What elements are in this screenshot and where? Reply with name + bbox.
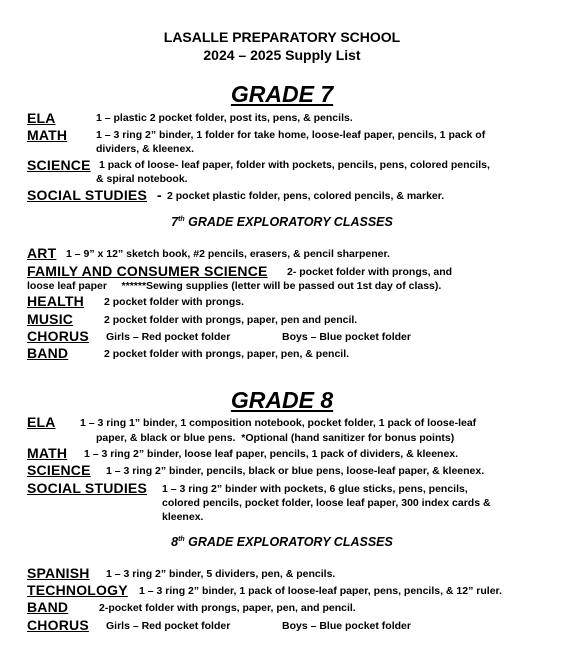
g8-chorus-subject: CHORUS [27, 617, 89, 633]
g7-art-subject: ART [27, 245, 57, 261]
g7-chorus-girls: Girls – Red pocket folder [106, 331, 231, 343]
g7-science-items-line1: 1 pack of loose- leaf paper, folder with pockets, pencils, pens, colored pencils, [99, 159, 490, 171]
g8-band-subject: BAND [27, 599, 69, 615]
g7-social-studies-dash: - [157, 187, 162, 203]
g7-fcs-subject: FAMILY AND CONSUMER SCIENCE [27, 263, 268, 279]
g7-math-items-line1: 1 – 3 ring 2” binder, 1 folder for take home, loose-leaf paper, pencils, 1 pack of [96, 129, 486, 141]
g7-math-items-line2: dividers, & kleenex. [96, 143, 195, 155]
supply-list-year: 2024 – 2025 Supply List [203, 47, 361, 63]
g7-art-items: 1 – 9” x 12” sketch book, #2 pencils, erasers, & pencil sharpener. [66, 248, 390, 260]
g8-technology-items: 1 – 3 ring 2” binder, 1 pack of loose-leaf paper, pens, pencils, & 12” ruler. [139, 585, 502, 597]
g7-music-items: 2 pocket folder with prongs, paper, pen and pencil. [104, 314, 358, 326]
g8-technology-subject: TECHNOLOGY [27, 582, 128, 598]
grade-8-title: GRADE 8 [230, 387, 334, 413]
g8-exploratory-heading: 8th GRADE EXPLORATORY CLASSES [171, 535, 393, 549]
g7-ela-subject: ELA [27, 110, 56, 126]
grade-7-title: GRADE 7 [230, 81, 334, 107]
g7-chorus-boys: Boys – Blue pocket folder [282, 331, 411, 343]
g8-science-subject: SCIENCE [27, 462, 91, 478]
g7-ela-items: 1 – plastic 2 pocket folder, post its, pens, & pencils. [96, 112, 353, 124]
g7-health-subject: HEALTH [27, 293, 84, 309]
g7-fcs-items-line1: 2- pocket folder with prongs, and [287, 266, 453, 278]
g8-chorus-boys: Boys – Blue pocket folder [282, 620, 411, 632]
g8-spanish-subject: SPANISH [27, 565, 90, 581]
g7-fcs-items-line2: loose leaf paper ******Sewing supplies (letter will be passed out 1st day of class). [27, 280, 442, 292]
g7-math-subject: MATH [27, 127, 68, 143]
g8-social-studies-items-line1: 1 – 3 ring 2” binder with pockets, 6 glue sticks, pens, pencils, [162, 483, 468, 495]
g7-social-studies-subject: SOCIAL STUDIES [27, 187, 148, 203]
g8-math-items: 1 – 3 ring 2” binder, loose leaf paper, pencils, 1 pack of dividers, & kleenex. [84, 448, 459, 460]
g8-social-studies-items-line3: kleenex. [162, 511, 204, 523]
g8-math-subject: MATH [27, 445, 68, 461]
g8-social-studies-subject: SOCIAL STUDIES [27, 480, 148, 496]
g8-social-studies-items-line2: colored pencils, pocket folder, loose leaf paper, 300 index cards & [162, 497, 491, 509]
g8-spanish-items: 1 – 3 ring 2” binder, 5 dividers, pen, & pencils. [106, 568, 336, 580]
g7-band-subject: BAND [27, 345, 69, 361]
g8-ela-items-line2: paper, & black or blue pens. *Optional (hand sanitizer for bonus points) [96, 432, 455, 444]
g7-social-studies-items: 2 pocket plastic folder, pens, colored pencils, & marker. [167, 190, 445, 202]
g7-health-items: 2 pocket folder with prongs. [104, 296, 245, 308]
g8-ela-items-line1: 1 – 3 ring 1” binder, 1 composition notebook, pocket folder, 1 pack of loose-leaf [80, 417, 477, 429]
g8-band-items: 2-pocket folder with prongs, paper, pen, and pencil. [99, 602, 356, 614]
g7-chorus-subject: CHORUS [27, 328, 89, 344]
g7-exploratory-heading: 7th GRADE EXPLORATORY CLASSES [171, 215, 393, 229]
g7-science-subject: SCIENCE [27, 157, 91, 173]
g8-chorus-girls: Girls – Red pocket folder [106, 620, 231, 632]
g8-ela-subject: ELA [27, 414, 56, 430]
g8-science-items: 1 – 3 ring 2” binder, pencils, black or blue pens, loose-leaf paper, & kleenex. [106, 465, 485, 477]
g7-science-items-line2: & spiral notebook. [96, 173, 188, 185]
g7-music-subject: MUSIC [27, 311, 74, 327]
school-name: LASALLE PREPARATORY SCHOOL [163, 29, 401, 45]
g7-band-items: 2 pocket folder with prongs, paper, pen, & pencil. [104, 348, 350, 360]
